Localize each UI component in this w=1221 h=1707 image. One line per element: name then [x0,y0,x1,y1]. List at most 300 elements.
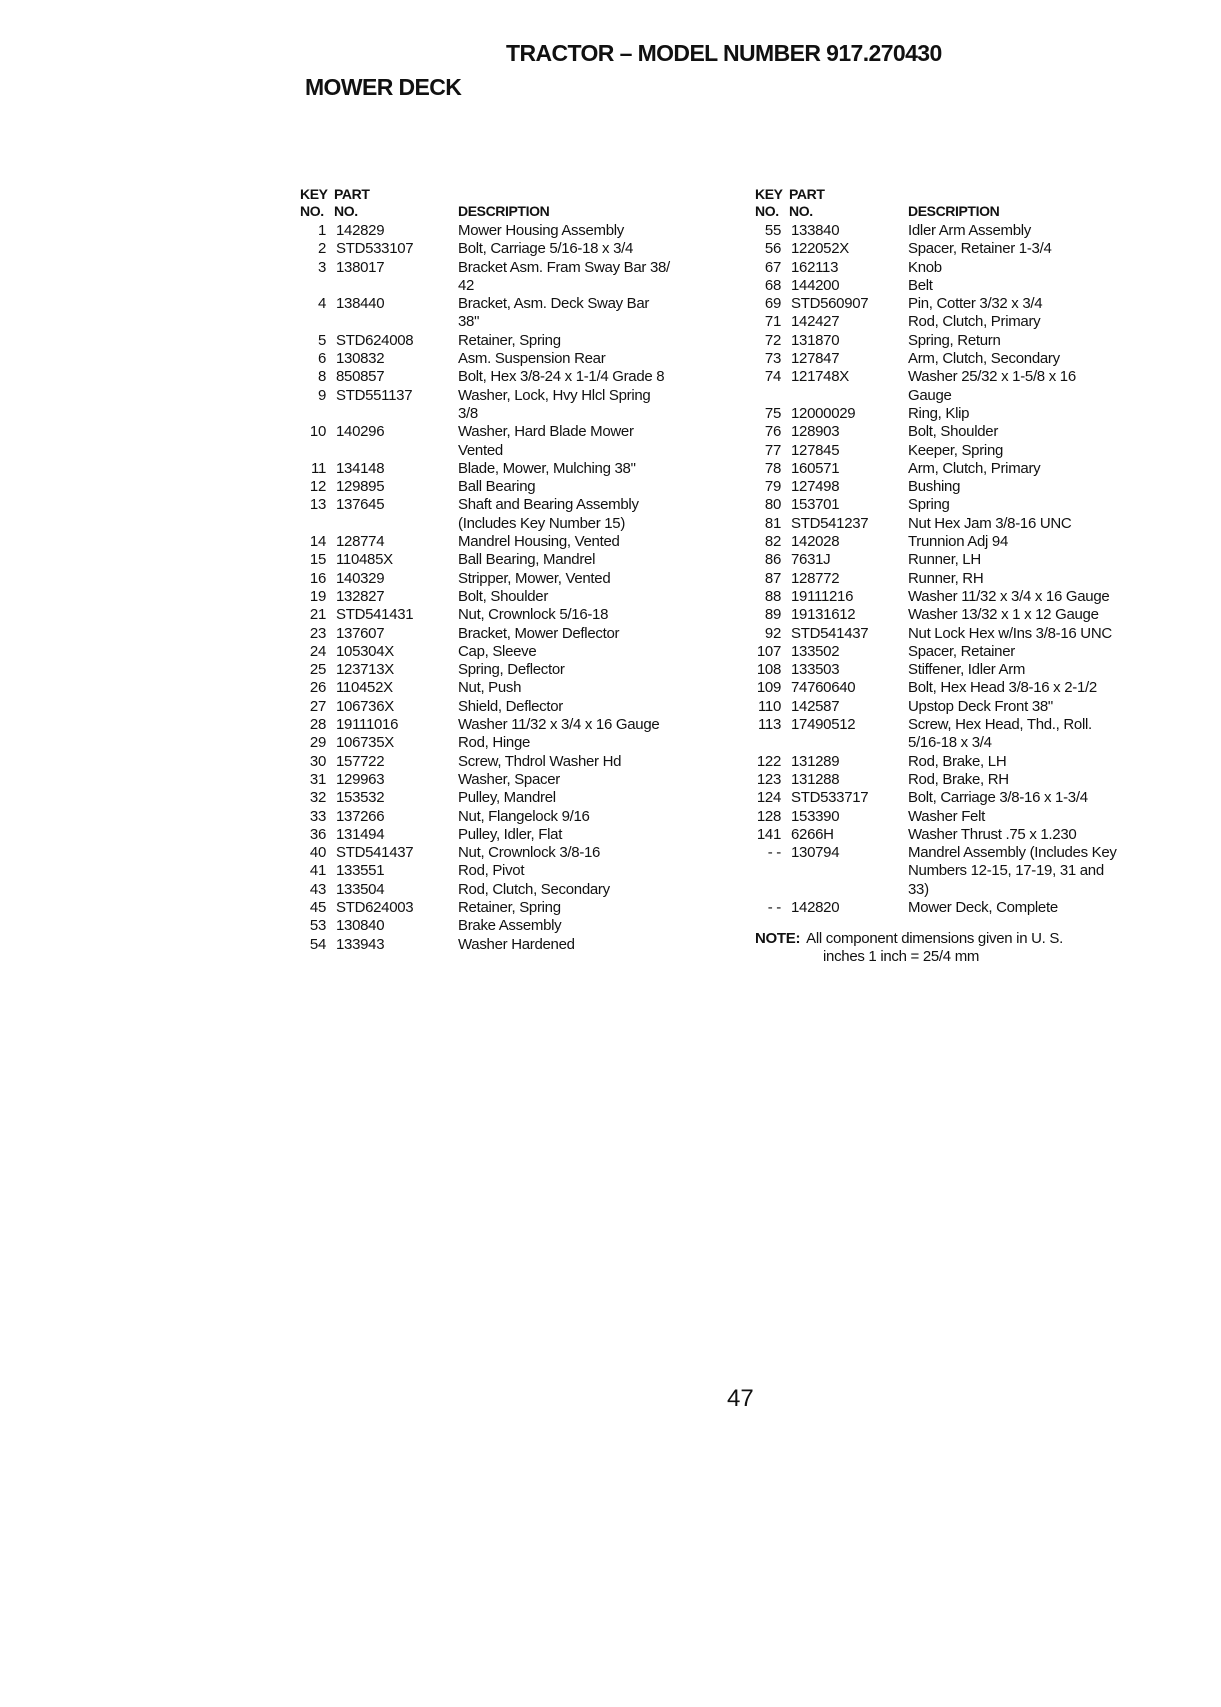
page-title: TRACTOR – MODEL NUMBER 917.270430 [506,40,942,66]
table-row-continuation [300,405,730,423]
key-number: 80 [764,496,781,514]
note-line1: All component dimensions given in U. S. [806,930,1063,947]
key-number: 11 [311,459,326,477]
description: Nut Hex Jam 3/8-16 UNC [908,514,1072,532]
table-row [300,332,730,350]
key-number: 4 [317,295,326,313]
key-number: 6 [317,350,326,368]
description: Washer 13/32 x 1 x 12 Gauge [908,606,1099,624]
part-number: 850857 [336,368,385,386]
table-row [300,679,730,697]
key-number: 86 [764,551,781,569]
description: Upstop Deck Front 38" [908,697,1053,715]
part-number: STD560907 [791,295,869,313]
description: Bolt, Carriage 3/8-16 x 1-3/4 [908,789,1088,807]
key-number: 41 [309,862,326,880]
part-number: 131870 [791,331,840,349]
part-number: 137645 [336,496,385,514]
key-number: 78 [764,459,781,477]
description: Bushing [908,478,961,496]
part-number: 127845 [791,441,840,459]
table-row [300,771,730,789]
description: Mandrel Assembly (Includes Key [908,844,1117,862]
table-row [300,478,730,496]
part-number: 133551 [336,862,385,880]
key-number: 110 [757,697,781,715]
key-number: 24 [309,642,326,660]
table-row [755,277,1175,295]
part-number: 128774 [336,533,385,551]
header-key-no: NO. [300,203,324,219]
description: Runner, LH [908,551,981,569]
key-number: 89 [764,606,781,624]
description: Nut, Crownlock 5/16-18 [458,606,609,624]
part-number: 142028 [791,533,840,551]
table-header [755,186,1175,222]
table-row [755,606,1175,624]
part-number: 133943 [336,935,385,953]
table-row [300,862,730,880]
table-row [755,259,1175,277]
table-row [755,661,1175,679]
table-row [300,826,730,844]
key-number: 28 [309,716,326,734]
description: Stripper, Mower, Vented [458,569,611,587]
key-number: 54 [309,935,326,953]
part-number: STD541437 [791,624,869,642]
table-row [755,423,1175,441]
description: Retainer, Spring [458,898,561,916]
table-row [755,460,1175,478]
table-row [755,808,1175,826]
table-row [755,405,1175,423]
key-number: 77 [764,441,781,459]
description: Bolt, Hex Head 3/8-16 x 2-1/2 [908,679,1097,697]
table-row-continuation [300,442,730,460]
key-number: 3 [317,258,326,276]
part-number: 19131612 [791,606,856,624]
table-row [300,551,730,569]
page-number: 47 [727,1385,754,1412]
part-number: STD541431 [336,606,414,624]
table-row [755,368,1175,386]
key-number: 19 [309,587,326,605]
description: Rod, Clutch, Primary [908,313,1041,331]
description: Keeper, Spring [908,441,1004,459]
table-row [300,881,730,899]
key-number: 69 [764,295,781,313]
table-row [755,551,1175,569]
key-number: 73 [764,350,781,368]
key-number: 72 [764,331,781,349]
part-number: 123713X [336,661,394,679]
description: Washer 11/32 x 3/4 x 16 Gauge [458,716,660,734]
table-row-continuation [300,313,730,331]
description: Rod, Brake, LH [908,752,1007,770]
part-number: 157722 [336,752,385,770]
key-number: 74 [764,368,781,386]
part-number: 12000029 [791,404,856,422]
description-continuation: (Includes Key Number 15) [458,514,626,532]
header-key: KEY [300,186,328,202]
key-number: 68 [764,276,781,294]
table-row [300,643,730,661]
part-number: 122052X [791,240,849,258]
key-number: 88 [764,587,781,605]
part-number: 134148 [336,459,385,477]
description: Nut, Flangelock 9/16 [458,807,590,825]
table-row [300,936,730,954]
description: Blade, Mower, Mulching 38" [458,459,636,477]
key-number: 81 [764,514,781,532]
table-row [300,350,730,368]
part-number: STD624008 [336,331,414,349]
key-number: - - [767,844,781,862]
part-number: 7631J [791,551,831,569]
key-number: 32 [309,789,326,807]
description: Brake Assembly [458,917,562,935]
key-number: 27 [309,697,326,715]
table-row [300,789,730,807]
part-number: 121748X [791,368,849,386]
description: Bolt, Carriage 5/16-18 x 3/4 [458,240,634,258]
description: Asm. Suspension Rear [458,350,606,368]
part-number: 137266 [336,807,385,825]
description: Screw, Thdrol Washer Hd [458,752,622,770]
table-row-continuation [755,734,1175,752]
table-row [300,460,730,478]
description: Spring, Deflector [458,661,565,679]
key-number: 56 [764,240,781,258]
note-line2: inches 1 inch = 25/4 mm [823,948,980,965]
part-number: 129895 [336,478,385,496]
table-row [300,606,730,624]
part-number: 17490512 [791,716,856,734]
key-number: 2 [317,240,326,258]
key-number: 75 [764,404,781,422]
table-row [300,368,730,386]
description: Shaft and Bearing Assembly [458,496,639,514]
description: Knob [908,258,942,276]
header-description: DESCRIPTION [908,203,1000,219]
key-number: 76 [764,423,781,441]
part-number: 6266H [791,825,834,843]
part-number: 110485X [336,551,393,569]
description: Pulley, Idler, Flat [458,825,563,843]
part-number: 110452X [336,679,393,697]
table-row-continuation [300,277,730,295]
part-number: 162113 [791,258,839,276]
description-continuation: 42 [458,276,475,294]
description: Washer Hardened [458,935,575,953]
key-number: 128 [756,807,781,825]
part-number: 133840 [791,222,840,239]
part-number: 105304X [336,642,394,660]
table-row [755,625,1175,643]
description: Washer Felt [908,807,985,825]
table-row [300,844,730,862]
description: Spring, Return [908,331,1001,349]
table-row [755,350,1175,368]
part-number: 142829 [336,222,385,239]
description: Nut, Crownlock 3/8-16 [458,844,601,862]
key-number: 79 [764,478,781,496]
table-row [755,789,1175,807]
table-row [755,442,1175,460]
part-number: 131494 [336,825,385,843]
part-number: STD551137 [336,386,413,404]
part-number: 132827 [336,587,385,605]
table-header [300,186,730,222]
key-number: 23 [309,624,326,642]
part-number: 127498 [791,478,840,496]
description: Pulley, Mandrel [458,789,556,807]
description: Ball Bearing, Mandrel [458,551,596,569]
description: Ball Bearing [458,478,536,496]
key-number: 33 [309,807,326,825]
part-number: 138440 [336,295,385,313]
section-title: MOWER DECK [305,74,462,100]
table-row [755,313,1175,331]
table-row [300,716,730,734]
description: Spacer, Retainer 1-3/4 [908,240,1052,258]
header-part-no: NO. [789,203,813,219]
key-number: 13 [309,496,326,514]
table-row-continuation [755,862,1175,880]
description: Spring [908,496,950,514]
table-row [755,771,1175,789]
table-row [755,679,1175,697]
key-number: 21 [309,606,326,624]
key-number: 8 [317,368,326,386]
table-row [755,716,1175,734]
parts-list-left [300,222,730,954]
key-number: 31 [309,770,326,788]
table-row [755,570,1175,588]
key-number: 124 [756,789,781,807]
part-number: STD624003 [336,898,414,916]
part-number: 142427 [791,313,840,331]
table-row [300,570,730,588]
description: Rod, Pivot [458,862,525,880]
key-number: 29 [309,734,326,752]
table-row [300,899,730,917]
part-number: STD541237 [791,514,869,532]
description: Mower Deck, Complete [908,898,1058,916]
key-number: 108 [756,661,781,679]
description: Washer 11/32 x 3/4 x 16 Gauge [908,587,1110,605]
parts-list-right [755,222,1175,917]
table-row [300,808,730,826]
description: Idler Arm Assembly [908,222,1031,239]
part-number: 128772 [791,569,840,587]
description: Shield, Deflector [458,697,563,715]
part-number: 19111216 [791,587,854,605]
key-number: 9 [317,386,326,404]
part-number: STD533717 [791,789,869,807]
description: Washer, Lock, Hvy Hlcl Spring [458,386,651,404]
key-number: - - [767,898,781,916]
description: Ring, Klip [908,404,970,422]
description: Washer 25/32 x 1-5/8 x 16 [908,368,1076,386]
description-continuation: 5/16-18 x 3/4 [908,734,992,752]
part-number: 127847 [791,350,840,368]
description: Screw, Hex Head, Thd., Roll. [908,716,1092,734]
key-number: 40 [309,844,326,862]
key-number: 122 [756,752,781,770]
part-number: 130832 [336,350,385,368]
table-row [300,734,730,752]
description: Rod, Brake, RH [908,770,1009,788]
part-number: 106736X [336,697,394,715]
table-row [755,844,1175,862]
part-number: 153532 [336,789,385,807]
note [755,930,1063,966]
key-number: 71 [764,313,781,331]
key-number: 55 [764,222,781,239]
key-number: 12 [309,478,326,496]
key-number: 82 [764,533,781,551]
table-row [755,332,1175,350]
table-row [755,753,1175,771]
table-row [755,222,1175,240]
header-part-no: NO. [334,203,358,219]
key-number: 1 [317,222,326,239]
description-continuation: Vented [458,441,503,459]
part-number: 133503 [791,661,840,679]
table-row [755,899,1175,917]
description: Spacer, Retainer [908,642,1015,660]
description: Rod, Clutch, Secondary [458,880,610,898]
header-description: DESCRIPTION [458,203,550,219]
description: Washer, Spacer [458,770,560,788]
description: Arm, Clutch, Secondary [908,350,1060,368]
description: Bolt, Shoulder [458,587,549,605]
description: Cap, Sleeve [458,642,537,660]
description: Bracket, Asm. Deck Sway Bar [458,295,650,313]
description: Retainer, Spring [458,331,561,349]
table-row [300,588,730,606]
description: Washer Thrust .75 x 1.230 [908,825,1077,843]
key-number: 36 [309,825,326,843]
description-continuation: Gauge [908,386,952,404]
part-number: 137607 [336,624,385,642]
description: Bolt, Hex 3/8-24 x 1-1/4 Grade 8 [458,368,665,386]
description: Mower Housing Assembly [458,222,624,239]
parts-table-right [755,186,1175,917]
key-number: 16 [309,569,326,587]
description: Belt [908,276,933,294]
description: Trunnion Adj 94 [908,533,1009,551]
table-row [755,478,1175,496]
table-row [300,240,730,258]
part-number: 142587 [791,697,840,715]
part-number: 160571 [791,459,840,477]
key-number: 107 [756,642,781,660]
description-continuation: 33) [908,880,929,898]
part-number: 19111016 [336,716,399,734]
part-number: 130794 [791,844,840,862]
description: Runner, RH [908,569,984,587]
part-number: 74760640 [791,679,856,697]
key-number: 45 [309,898,326,916]
table-row [755,295,1175,313]
header-part: PART [789,186,825,202]
key-number: 10 [309,423,326,441]
table-row-continuation [755,881,1175,899]
description: Washer, Hard Blade Mower [458,423,634,441]
key-number: 53 [309,917,326,935]
description-continuation: 38" [458,313,480,331]
part-number: 142820 [791,898,840,916]
key-number: 113 [757,716,781,734]
key-number: 109 [756,679,781,697]
table-row [300,661,730,679]
key-number: 43 [309,880,326,898]
description: Mandrel Housing, Vented [458,533,620,551]
table-row [755,533,1175,551]
table-row [755,588,1175,606]
part-number: 153390 [791,807,840,825]
key-number: 5 [317,331,326,349]
part-number: 153701 [791,496,840,514]
key-number: 30 [309,752,326,770]
part-number: 131289 [791,752,840,770]
table-row [300,625,730,643]
part-number: 144200 [791,276,840,294]
description: Nut, Push [458,679,522,697]
part-number: 133502 [791,642,840,660]
description-continuation: Numbers 12-15, 17-19, 31 and [908,862,1104,880]
part-number: 138017 [336,258,385,276]
part-number: STD533107 [336,240,414,258]
parts-table-left [300,186,730,954]
header-key: KEY [755,186,783,202]
table-row [300,423,730,441]
table-row [755,515,1175,533]
table-row [300,917,730,935]
table-row [300,295,730,313]
table-row [755,240,1175,258]
header-part: PART [334,186,370,202]
table-row [755,698,1175,716]
table-row [300,698,730,716]
table-row [300,533,730,551]
table-row [300,387,730,405]
header-key-no: NO. [755,203,779,219]
part-number: 140296 [336,423,385,441]
key-number: 15 [309,551,326,569]
part-number: STD541437 [336,844,414,862]
part-number: 106735X [336,734,394,752]
key-number: 123 [756,770,781,788]
key-number: 25 [309,661,326,679]
note-label: NOTE: [755,930,801,947]
description: Bolt, Shoulder [908,423,999,441]
key-number: 26 [309,679,326,697]
key-number: 141 [756,825,781,843]
table-row [300,222,730,240]
description: Rod, Hinge [458,734,531,752]
description: Nut Lock Hex w/Ins 3/8-16 UNC [908,624,1112,642]
description: Pin, Cotter 3/32 x 3/4 [908,295,1043,313]
part-number: 133504 [336,880,385,898]
part-number: 131288 [791,770,840,788]
description: Stiffener, Idler Arm [908,661,1026,679]
part-number: 129963 [336,770,385,788]
table-row [755,826,1175,844]
key-number: 14 [309,533,326,551]
